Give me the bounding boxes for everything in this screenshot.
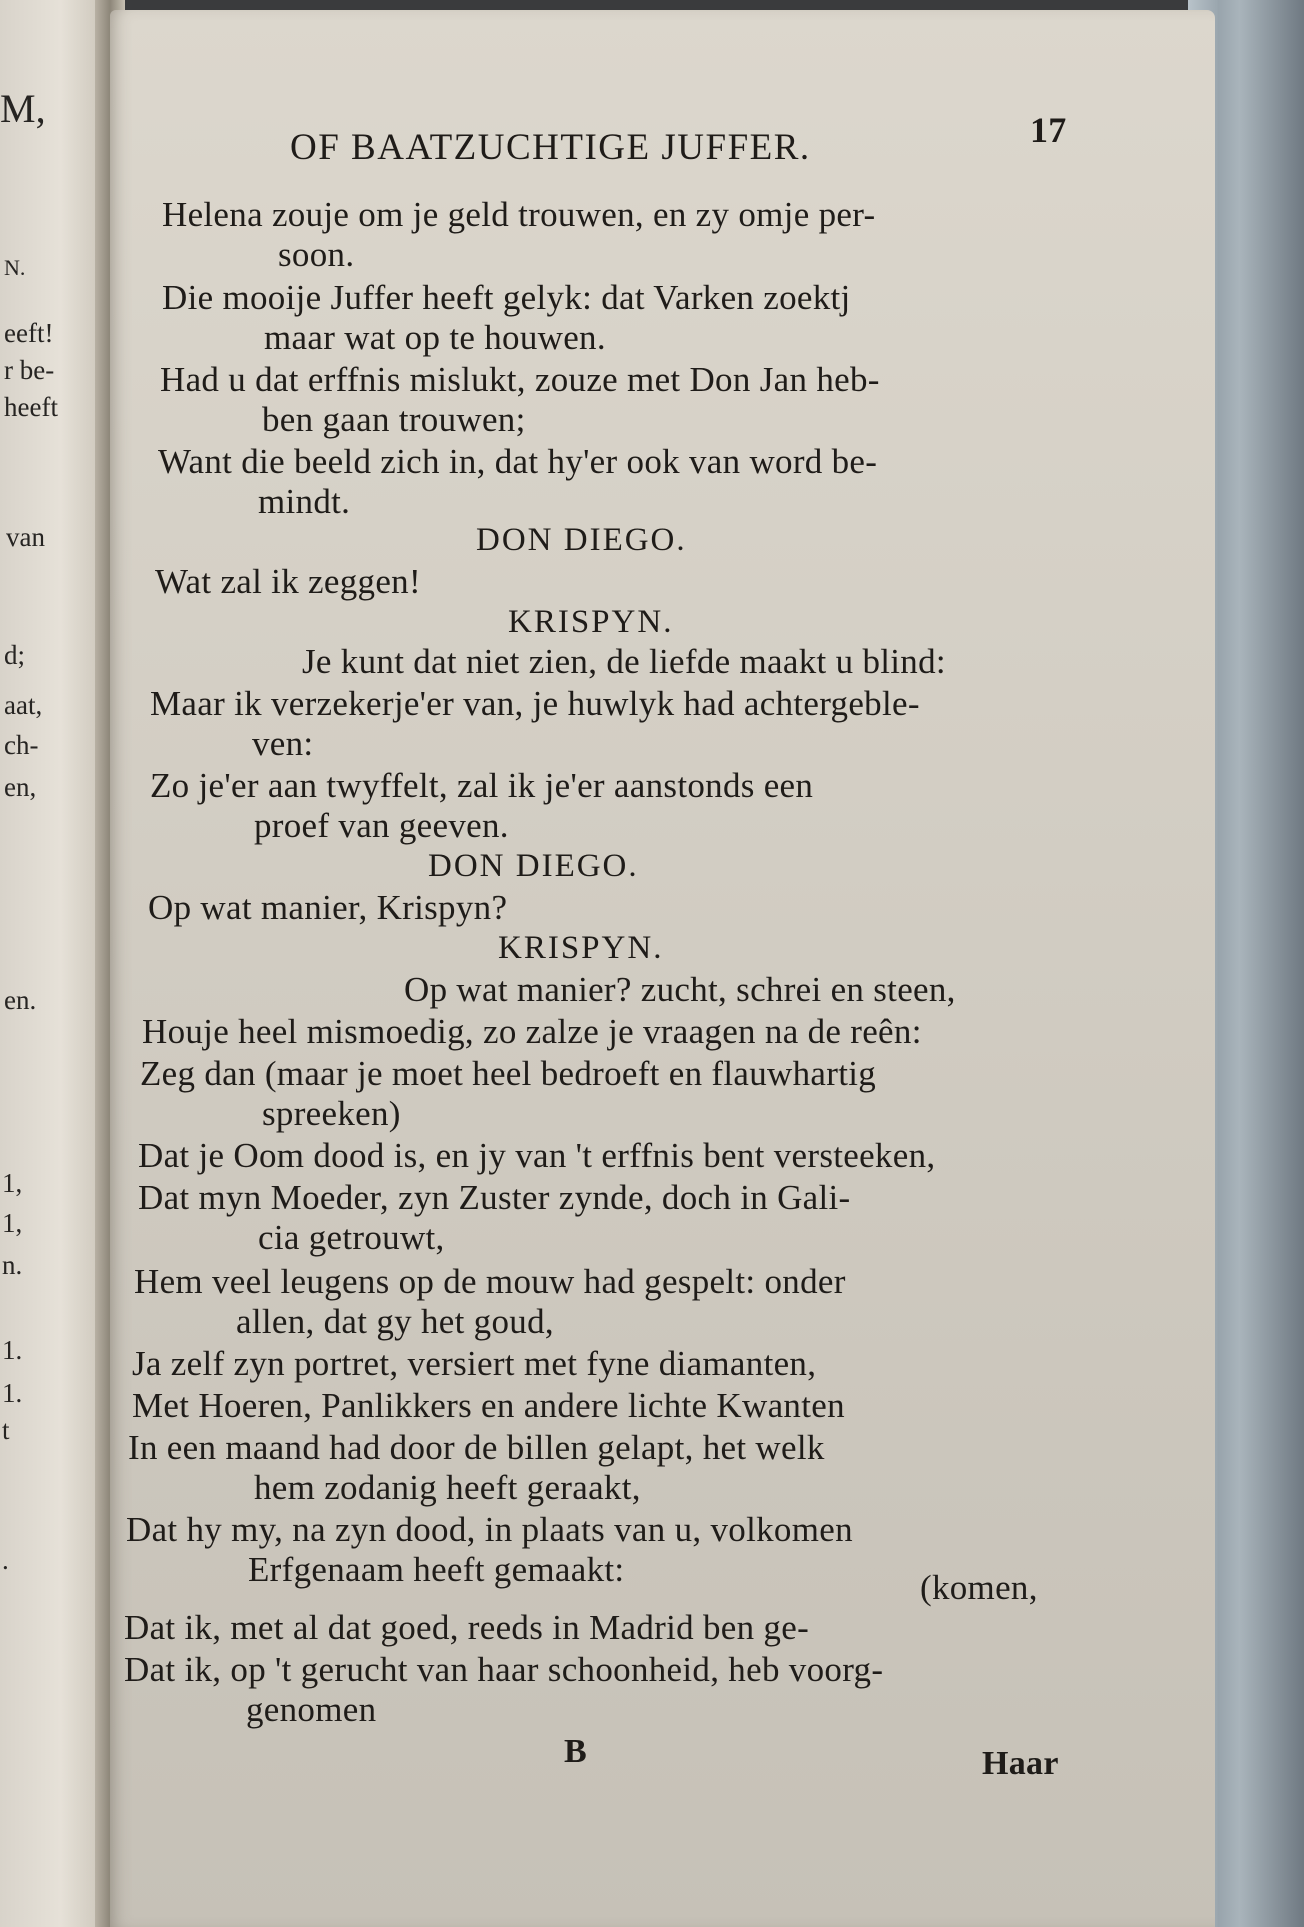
- verse-line: Maar ik verzekerje'er van, je huwlyk had achtergeble-: [150, 684, 920, 723]
- verse-line: Zo je'er aan twyffelt, zal ik je'er aanstonds een: [150, 766, 814, 805]
- left-page-fragment: 1,: [2, 1168, 23, 1198]
- left-page-fragment: t: [2, 1415, 10, 1445]
- left-page-fragment: aat,: [4, 690, 43, 720]
- verse-line: Dat ik, met al dat goed, reeds in Madrid ben ge-: [124, 1608, 810, 1647]
- desk-background: [1205, 0, 1304, 1927]
- left-page-fragment: n.: [2, 1250, 23, 1280]
- speaker-heading: KRISPYN.: [498, 930, 664, 966]
- catchword: Haar: [982, 1745, 1059, 1782]
- left-page-fragment: eeft!: [4, 318, 54, 348]
- left-page-fragment: d;: [4, 640, 26, 670]
- left-page-fragment: 1,: [2, 1208, 23, 1238]
- verse-line: genomen: [246, 1690, 377, 1729]
- signature-mark: B: [564, 1733, 587, 1770]
- verse-line: maar wat op te houwen.: [264, 318, 606, 357]
- verse-line: Erfgenaam heeft gemaakt:: [248, 1550, 625, 1589]
- verse-line: ven:: [252, 724, 314, 763]
- left-page-fragment: en,: [4, 772, 37, 802]
- verse-line: ben gaan trouwen;: [262, 400, 526, 439]
- verse-line: In een maand had door de billen gelapt, het welk: [128, 1428, 825, 1467]
- verse-line: soon.: [278, 235, 355, 274]
- left-page-fragment: 1.: [2, 1378, 23, 1408]
- verse-line: Dat je Oom dood is, en jy van 't erffnis bent versteeken,: [138, 1136, 936, 1175]
- verse-line: Zeg dan (maar je moet heel bedroeft en flauwhartig: [140, 1054, 877, 1093]
- left-page-fragment: ch-: [4, 730, 39, 760]
- left-page-fragment: heeft: [4, 392, 58, 422]
- speaker-heading: KRISPYN.: [508, 604, 674, 640]
- page-number: 17: [1030, 110, 1067, 150]
- verse-line: Want die beeld zich in, dat hy'er ook van word be-: [158, 442, 878, 481]
- left-page-fragment: en.: [4, 985, 37, 1015]
- left-page-fragment: 1.: [2, 1335, 23, 1365]
- verse-line: Dat hy my, na zyn dood, in plaats van u, volkomen: [126, 1510, 853, 1549]
- speaker-heading: DON DIEGO.: [476, 522, 687, 558]
- verse-line: Had u dat erffnis mislukt, zouze met Don Jan heb-: [160, 360, 880, 399]
- left-page-fragment: .: [2, 1545, 9, 1575]
- verse-line: Dat ik, op 't gerucht van haar schoonheid, heb voorg-: [124, 1650, 884, 1689]
- verse-line: Wat zal ik zeggen!: [155, 562, 421, 601]
- verse-line: allen, dat gy het goud,: [236, 1302, 554, 1341]
- verse-line: Houje heel mismoedig, zo zalze je vraagen na de reên:: [142, 1012, 922, 1051]
- verse-line: cia getrouwt,: [258, 1218, 445, 1257]
- left-page: [0, 0, 110, 1927]
- left-page-fragment: M,: [0, 86, 46, 131]
- verse-line: Ja zelf zyn portret, versiert met fyne diamanten,: [132, 1344, 817, 1383]
- verse-line: Je kunt dat niet zien, de liefde maakt u blind:: [302, 642, 946, 681]
- verse-line: spreeken): [262, 1094, 401, 1133]
- verse-line: Hem veel leugens op de mouw had gespelt: onder: [134, 1262, 846, 1301]
- verse-line: (komen,: [920, 1568, 1038, 1607]
- verse-line: Helena zouje om je geld trouwen, en zy omje per-: [162, 195, 876, 234]
- verse-line: Op wat manier? zucht, schrei en steen,: [404, 970, 956, 1009]
- verse-line: Op wat manier, Krispyn?: [148, 888, 508, 927]
- verse-line: proef van geeven.: [254, 806, 509, 845]
- speaker-heading: DON DIEGO.: [428, 848, 639, 884]
- left-page-fragment: van: [6, 522, 45, 552]
- running-head: OF BAATZUCHTIGE JUFFER.: [290, 127, 811, 168]
- left-page-fragment: r be-: [4, 355, 55, 385]
- verse-line: Die mooije Juffer heeft gelyk: dat Varken zoektj: [162, 278, 851, 317]
- verse-line: Met Hoeren, Panlikkers en andere lichte Kwanten: [132, 1386, 845, 1425]
- left-page-fragment: N.: [4, 255, 26, 280]
- verse-line: mindt.: [258, 482, 351, 521]
- verse-line: hem zodanig heeft geraakt,: [254, 1468, 641, 1507]
- verse-line: Dat myn Moeder, zyn Zuster zynde, doch in Gali-: [138, 1178, 851, 1217]
